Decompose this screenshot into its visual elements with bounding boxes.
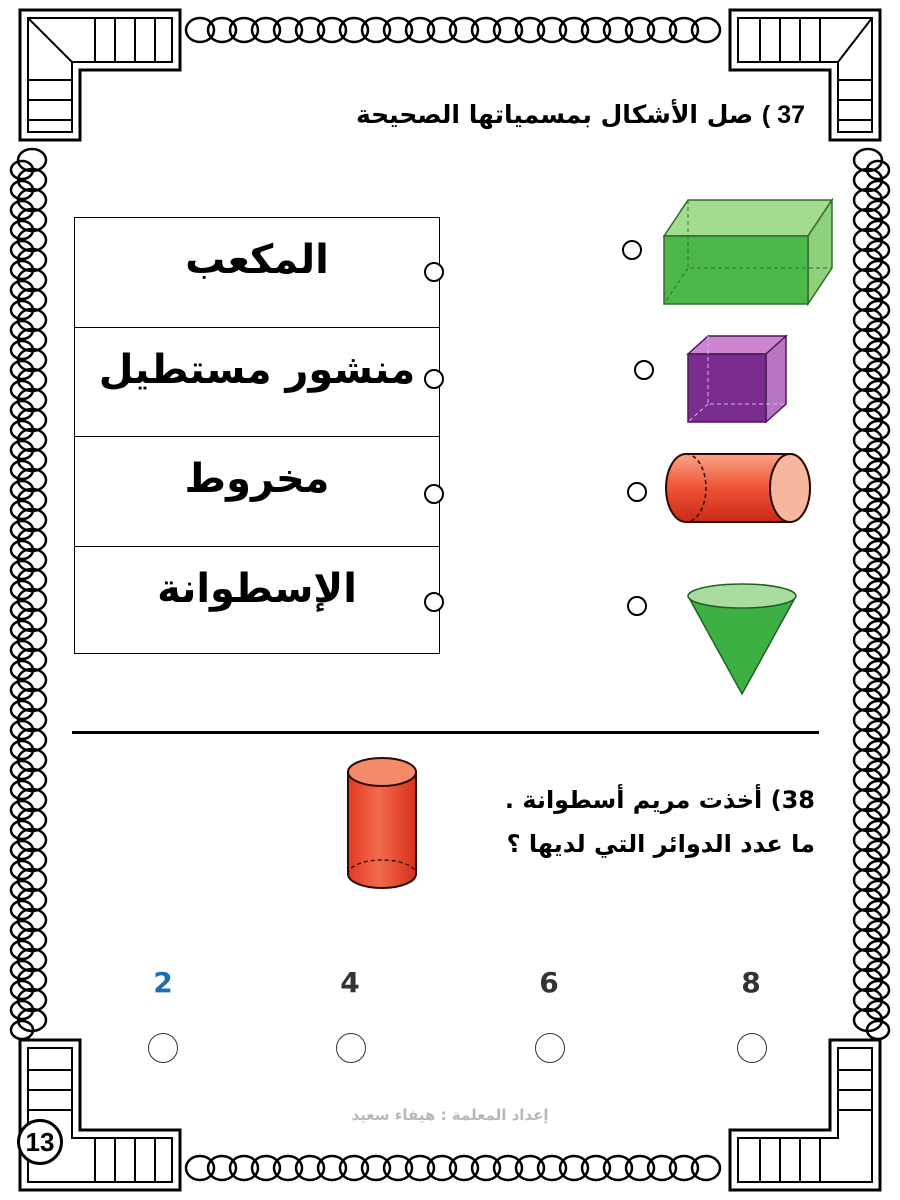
names-table bbox=[74, 217, 440, 654]
question-38 bbox=[395, 778, 815, 866]
option-2-label: 2 bbox=[153, 966, 173, 999]
name-dot-3[interactable] bbox=[424, 484, 444, 504]
cube-image bbox=[684, 332, 790, 426]
name-cell-4: الإسطوانة bbox=[75, 546, 439, 653]
vertical-cylinder-image bbox=[344, 754, 420, 894]
cone-image bbox=[684, 580, 800, 698]
option-4-label: 4 bbox=[340, 966, 360, 999]
name-cell-3: مخروط bbox=[75, 436, 439, 546]
cylinder-image bbox=[664, 448, 814, 528]
shape-dot-2[interactable] bbox=[634, 360, 654, 380]
option-6-label: 6 bbox=[539, 966, 559, 999]
option-2-circle[interactable] bbox=[148, 1033, 178, 1063]
section-divider bbox=[72, 731, 819, 734]
footer-author: إعداد المعلمة : هيفاء سعيد bbox=[351, 1106, 549, 1124]
option-8-circle[interactable] bbox=[737, 1033, 767, 1063]
shape-dot-3[interactable] bbox=[627, 482, 647, 502]
name-cell-1: المكعب bbox=[185, 237, 329, 283]
option-6-circle[interactable] bbox=[535, 1033, 565, 1063]
rectangular-prism-image bbox=[660, 196, 836, 308]
name-dot-4[interactable] bbox=[424, 592, 444, 612]
question-37-number: 37 ) bbox=[761, 101, 805, 129]
name-dot-2[interactable] bbox=[424, 369, 444, 389]
option-4-circle[interactable] bbox=[336, 1033, 366, 1063]
question-38-line2: ما عدد الدوائر التي لديها ؟ bbox=[506, 830, 815, 858]
option-8-label: 8 bbox=[741, 966, 761, 999]
question-38-line1: 38) أخذت مريم أسطوانة . bbox=[504, 786, 815, 814]
name-dot-1[interactable] bbox=[424, 262, 444, 282]
shape-dot-1[interactable] bbox=[622, 240, 642, 260]
question-37-text: صل الأشكال بمسمياتها الصحيحة bbox=[356, 100, 754, 129]
shape-dot-4[interactable] bbox=[627, 596, 647, 616]
name-cell-2: منشور مستطيل bbox=[75, 327, 439, 436]
page-number: 13 bbox=[17, 1119, 63, 1165]
question-37-title bbox=[245, 100, 805, 130]
